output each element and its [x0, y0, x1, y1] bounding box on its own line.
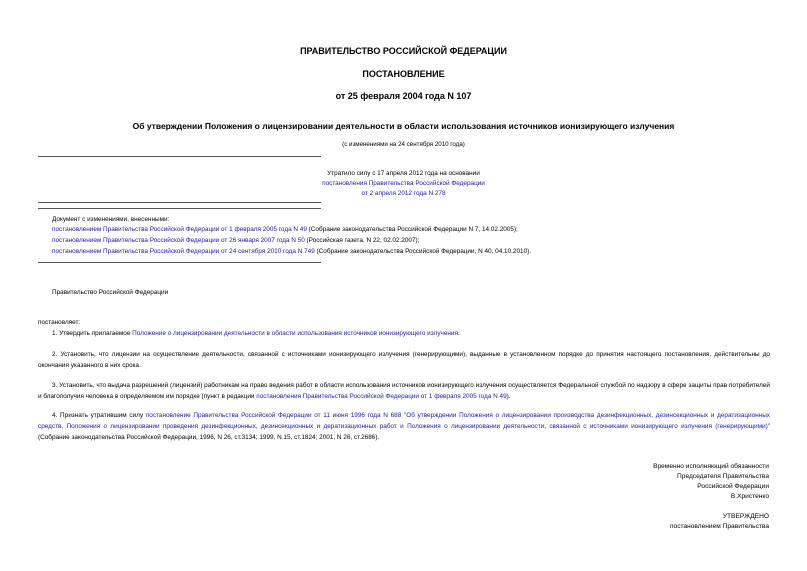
amendment-source: (Собрание законодательства Российской Федерации, N 40, 04.10.2010).: [314, 248, 532, 255]
amendment-item: [52, 247, 531, 256]
government-heading: ПРАВИТЕЛЬСТВО РОССИЙСКОЙ ФЕДЕРАЦИИ: [300, 46, 507, 56]
approval-block: [670, 512, 769, 532]
document-title: Об утверждении Положения о лицензировании деятельности в области использования источников ионизирующего излучения: [132, 121, 675, 131]
signature-position: Временно исполняющий обязанности: [653, 463, 769, 470]
divider: [38, 202, 321, 203]
document-type: ПОСТАНОВЛЕНИЕ: [362, 69, 445, 79]
amendment-link[interactable]: постановлением Правительства Российской Федерации от 1 февраля 2005 года N 49: [52, 226, 307, 233]
amendment-item: [52, 236, 419, 245]
repealed-decree-link[interactable]: постановление Правительства Российской Федерации от 11 июня 1996 года N 688 "Об утверждении Положения о лицензировании производства дезинфекционных, дезинсекционных и дератизационных средств, Положения о лицензировании проведения дезинфекционных, дезинсекционных и дератизационных работ и Положения о лицензировании деятельности, связанной с источниками ионизирующего излучения (генерирующими)": [38, 412, 771, 430]
signature-position: Председателя Правительства: [677, 473, 769, 480]
amendments-intro: Документ с изменениями, внесенными:: [52, 216, 170, 223]
amendment-link[interactable]: постановлением Правительства Российской Федерации от 26 января 2007 года N 50: [52, 237, 305, 244]
expired-link-decree[interactable]: постановления Правительства Российской Федерации: [322, 180, 485, 187]
paragraph-3: 3. Установить, что выдача разрешений (лицензий) работникам на право ведения работ в области использования источников ионизирующего излучения осуществляется Федеральной службой по надзору в сфере защиты прав потребителей и благополучия человека в определяемом им порядке (пункт в редакции постановления Правительства Российской Федерации от 1 февраля 2005 года N 49).: [38, 382, 770, 400]
decrees-word: постановляет:: [38, 319, 81, 326]
expired-link-date[interactable]: от 2 апреля 2012 года N 278: [361, 190, 446, 197]
signature-block: [653, 462, 769, 502]
divider: [38, 156, 321, 157]
amendment-item: [52, 225, 518, 234]
date-number: от 25 февраля 2004 года N 107: [335, 91, 472, 101]
paragraph-2: 2. Установить, что лицензии на осуществление деятельности, связанной с источниками ионизирующего излучения (генерирующими), выданные в установленном порядке до принятия настоящего постановления, действительны до окончания указанного в них срока.: [38, 351, 770, 369]
amendment-source: (Собрание законодательства Российской Федерации N 7, 14.02.2005);: [306, 226, 518, 233]
approved-by: постановлением Правительства: [669, 523, 769, 530]
paragraph-4: 4. Признать утратившим силу постановление Правительства Российской Федерации от 11 июня 1996 года N 688 "Об утверждении Положения о лицензировании производства дезинфекционных, дезинсекционных и дератизационных средств, Положения о лицензировании проведения дезинфекционных, дезинсекционных и дератизационных работ и Положения о лицензировании деятельности, связанной с источниками ионизирующего излучения (генерирующими)" (Собрание законодательства Российской Федерации, 1996, N 26, ст.3134; 1999, N 15, ст.1824; 2001, N 26, ст.2686).: [38, 412, 771, 441]
expired-text: Утратило силу с 17 апреля 2012 года на основании: [327, 170, 480, 177]
divider: [38, 208, 321, 209]
divider: [38, 262, 321, 263]
paragraph-1: 1. Утвердить прилагаемое Положение о лицензировании деятельности в области использования источников ионизирующего излучения.: [52, 330, 460, 337]
signature-position: Российской Федерации: [697, 483, 769, 490]
amendment-reference-link[interactable]: постановления Правительства Российской Федерации от 1 февраля 2005 года N 49: [256, 393, 507, 400]
amendment-link[interactable]: постановлением Правительства Российской Федерации от 24 сентября 2010 года N 749: [52, 248, 315, 255]
amendment-source: (Российская газета, N 22, 02.02.2007);: [304, 237, 420, 244]
approved-label: УТВЕРЖДЕНО: [722, 513, 769, 520]
amendment-note: (с изменениями на 24 сентября 2010 года): [342, 141, 465, 148]
signatory-name: В.Христенко: [730, 493, 769, 500]
government-name: Правительство Российской Федерации: [52, 289, 169, 296]
regulation-link[interactable]: Положение о лицензировании деятельности в области использования источников ионизирующего излучения: [132, 330, 458, 337]
